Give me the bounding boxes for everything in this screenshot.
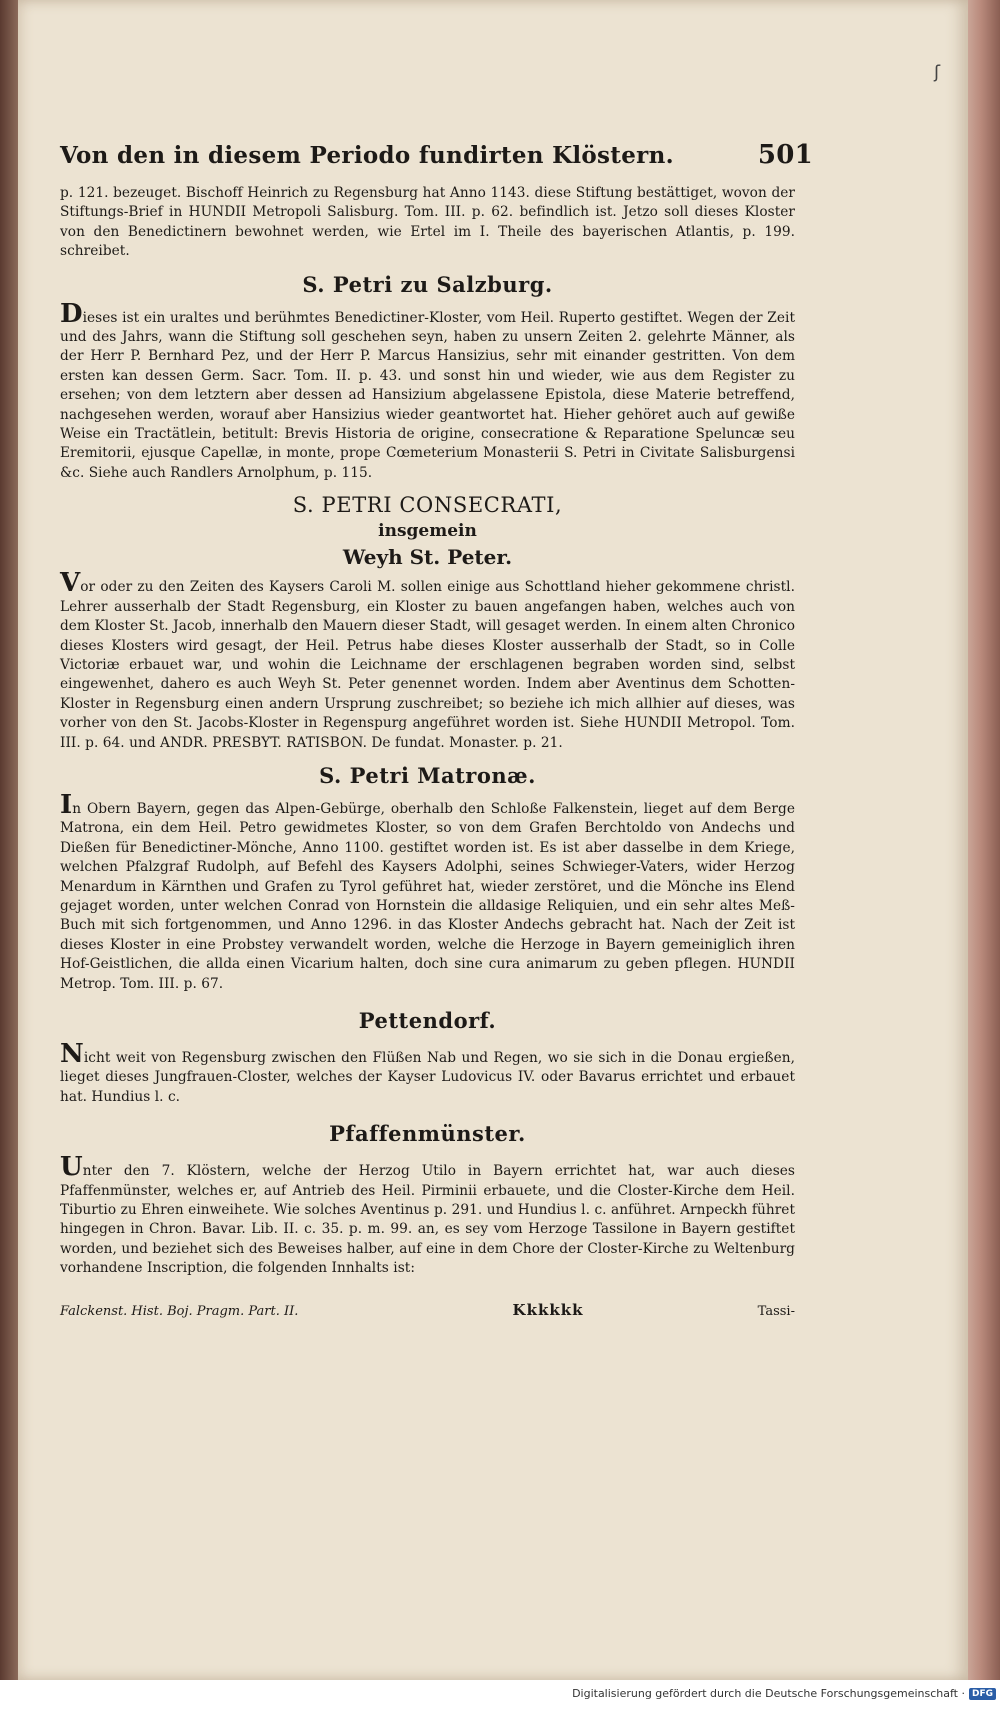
digitization-credit <box>572 1687 996 1700</box>
page-number: 501 <box>757 140 813 170</box>
catchword: Tassi- <box>757 1303 795 1319</box>
section-subheading-weyh-st-peter: Weyh St. Peter. <box>342 545 513 570</box>
paragraph-s-petri-matronae <box>60 789 795 994</box>
signature-mark: Kkkkkk <box>512 1300 584 1319</box>
page-edge <box>968 0 1000 1680</box>
dfg-logo-icon: DFG <box>969 1688 996 1700</box>
corner-mark-icon: ʃ <box>934 62 941 83</box>
running-title: Von den in diesem Periodo fundirten Klöstern. <box>60 142 674 169</box>
dropcap: U <box>60 1152 83 1183</box>
section-subheading-insgemein: insgemein <box>378 521 477 542</box>
paragraph-text: nter den 7. Klöstern, welche der Herzog Utilo in Bayern errichtet hat, war auch dieses Pfaffenmünster, welches er, auf Antrieb des Heil. Pirminii erbauete, und die Closter-Kirche dem Heil. Tiburtio zu Ehren einweihete. Wie solches Aventinus p. 291. und Hundius l. c. anführet. Arnpeckh führet hingegen in Chron. Bavar. Lib. II. c. 35. p. m. 99. an, es sey vom Herzoge Tassilone in Bayern gestiftet worden, und beziehet sich des Beweises halber, auf eine in dem Chore der Closter-Kirche zu Weltenburg vorhandene Inscription, die folgenden Innhalts ist: <box>60 1163 795 1277</box>
credit-text: Digitalisierung gefördert durch die Deutsche Forschungsgemeinschaft · <box>572 1687 965 1700</box>
paragraph-pettendorf <box>60 1039 795 1107</box>
footer-source: Falckenst. Hist. Boj. Pragm. Part. II. <box>60 1303 299 1319</box>
book-spine <box>0 0 18 1680</box>
section-heading-pettendorf: Pettendorf. <box>358 1008 497 1033</box>
dropcap: I <box>60 789 73 820</box>
dropcap: N <box>60 1039 84 1069</box>
dropcap: D <box>60 298 83 329</box>
paragraph-text: icht weit von Regensburg zwischen den Flüßen Nab und Regen, wo sie sich in die Donau ergießen, lieget dieses Jungfrauen-Closter, welches der Kayser Ludovicus IV. oder Bavarus errichtet und erbauet hat. Hundius l. c. <box>60 1050 795 1105</box>
section-heading-pfaffenmuenster: Pfaffenmünster. <box>329 1121 526 1147</box>
paragraph-text: ieses ist ein uraltes und berühmtes Benedictiner-Kloster, vom Heil. Ruperto gestiftet. Wegen der Zeit und des Jahrs, wann die Stiftung soll geschehen seyn, haben zu unsern Zeiten 2. gelehrte Männer, als der Herr P. Bernhard Pez, und der Herr P. Marcus Hansizius, sehr mit einander gestritten. Von dem ersten kan dessen Germ. Sacr. Tom. II. p. 43. und sonst hin und wieder, wie aus dem Register zu ersehen; von dem letztern aber dessen ad Hansizium abgelassene Epistola, diese Materie betreffend, nachgesehen werden, worauf aber Hansizius wieder geantwortet hat. Hieher gehöret auch auf gewiße Weise ein Tractätlein, betitult: Brevis Historia de origine, consecratione & Reparatione Speluncæ seu Eremitorii, ejusque Capellæ, in monte, prope Cœmeterium Monasterii S. Petri in Civitate Salisburgensi &c. Siehe auch Randlers Arnolphum, p. 115. <box>60 309 795 481</box>
paragraph-pfaffenmuenster <box>60 1152 795 1278</box>
paragraph-s-petri-consecrati <box>60 568 795 753</box>
dropcap: V <box>60 568 81 599</box>
section-heading-s-petri-matronae: S. Petri Matronæ. <box>319 762 536 788</box>
intro-paragraph: p. 121. bezeuget. Bischoff Heinrich zu Regensburg hat Anno 1143. diese Stiftung bestättiget, wovon der Stiftungs-Brief in HUNDII Metropoli Salisburg. Tom. III. p. 62. befindlich ist. Jetzo soll dieses Kloster von den Benedictinern bewohnet werden, wie Ertel im I. Theile des bayerischen Atlantis, p. 199. schreibet. <box>60 185 795 260</box>
page-footer <box>60 1301 795 1319</box>
paragraph-text: n Obern Bayern, gegen das Alpen-Gebürge, oberhalb den Schloße Falkenstein, lieget auf dem Berge Matrona, ein dem Heil. Petro gewidmetes Kloster, so von dem Grafen Berchtoldo von Andechs und Dießen für Benedictiner-Mönche, Anno 1100. gestiftet worden ist. Es ist aber dasselbe in dem Kriege, welchen Pfalzgraf Rudolph, auf Befehl des Kaysers Adolphi, seines Schwieger-Vaters, wider Herzog Menardum in Kärnthen und Grafen zu Tyrol geführet hat, wieder zerstöret, und die Mönche ins Elend gejaget worden, unter welchen Conrad von Hornstein die alldasige Reliquien, und ein sehr altes Meß-Buch mit sich fortgenommen, und Anno 1296. in das Kloster Andechs gebracht hat. Nach der Zeit ist dieses Kloster in eine Probstey verwandelt worden, welche die Herzoge in Bayern gemeiniglich ihren Hof-Geistlichen, die allda einen Vicarium halten, doch sine cura animarum zu geben pflegen. HUNDII Metrop. Tom. III. p. 67. <box>60 800 795 992</box>
page-content <box>60 140 813 1319</box>
section-heading-s-petri-consecrati: S. PETRI CONSECRATI, <box>292 493 563 518</box>
section-heading-s-petri-salzburg: S. Petri zu Salzburg. <box>302 271 553 297</box>
paragraph-s-petri-salzburg <box>60 298 795 484</box>
paragraph-text: or oder zu den Zeiten des Kaysers Caroli M. sollen einige aus Schottland hieher gekommene christl. Lehrer ausserhalb der Stadt Regensburg, ein Kloster zu bauen angefangen haben, welches auch von dem Kloster St. Jacob, innerhalb den Mauern dieser Stadt, will gesaget werden. In einem alten Chronico dieses Klosters wird gesagt, der Heil. Petrus habe dieses Kloster ausserhalb der Stadt, so in Colle Victoriæ erbauet war, und wohin die Leichname der erschlagenen begraben worden sind, selbst eingewenhet, dahero es auch Weyh St. Peter genennet worden. Indem aber Aventinus dem Schotten-Kloster in Regensburg einen andern Ursprung zuschreibet; so beziehe ich mich allhier auf dieses, was vorher von den St. Jacobs-Kloster in Regenspurg angeführet worden ist. Siehe HUNDII Metropol. Tom. III. p. 64. und ANDR. PRESBYT. RATISBON. De fundat. Monaster. p. 21. <box>60 579 795 751</box>
running-head <box>60 140 813 174</box>
